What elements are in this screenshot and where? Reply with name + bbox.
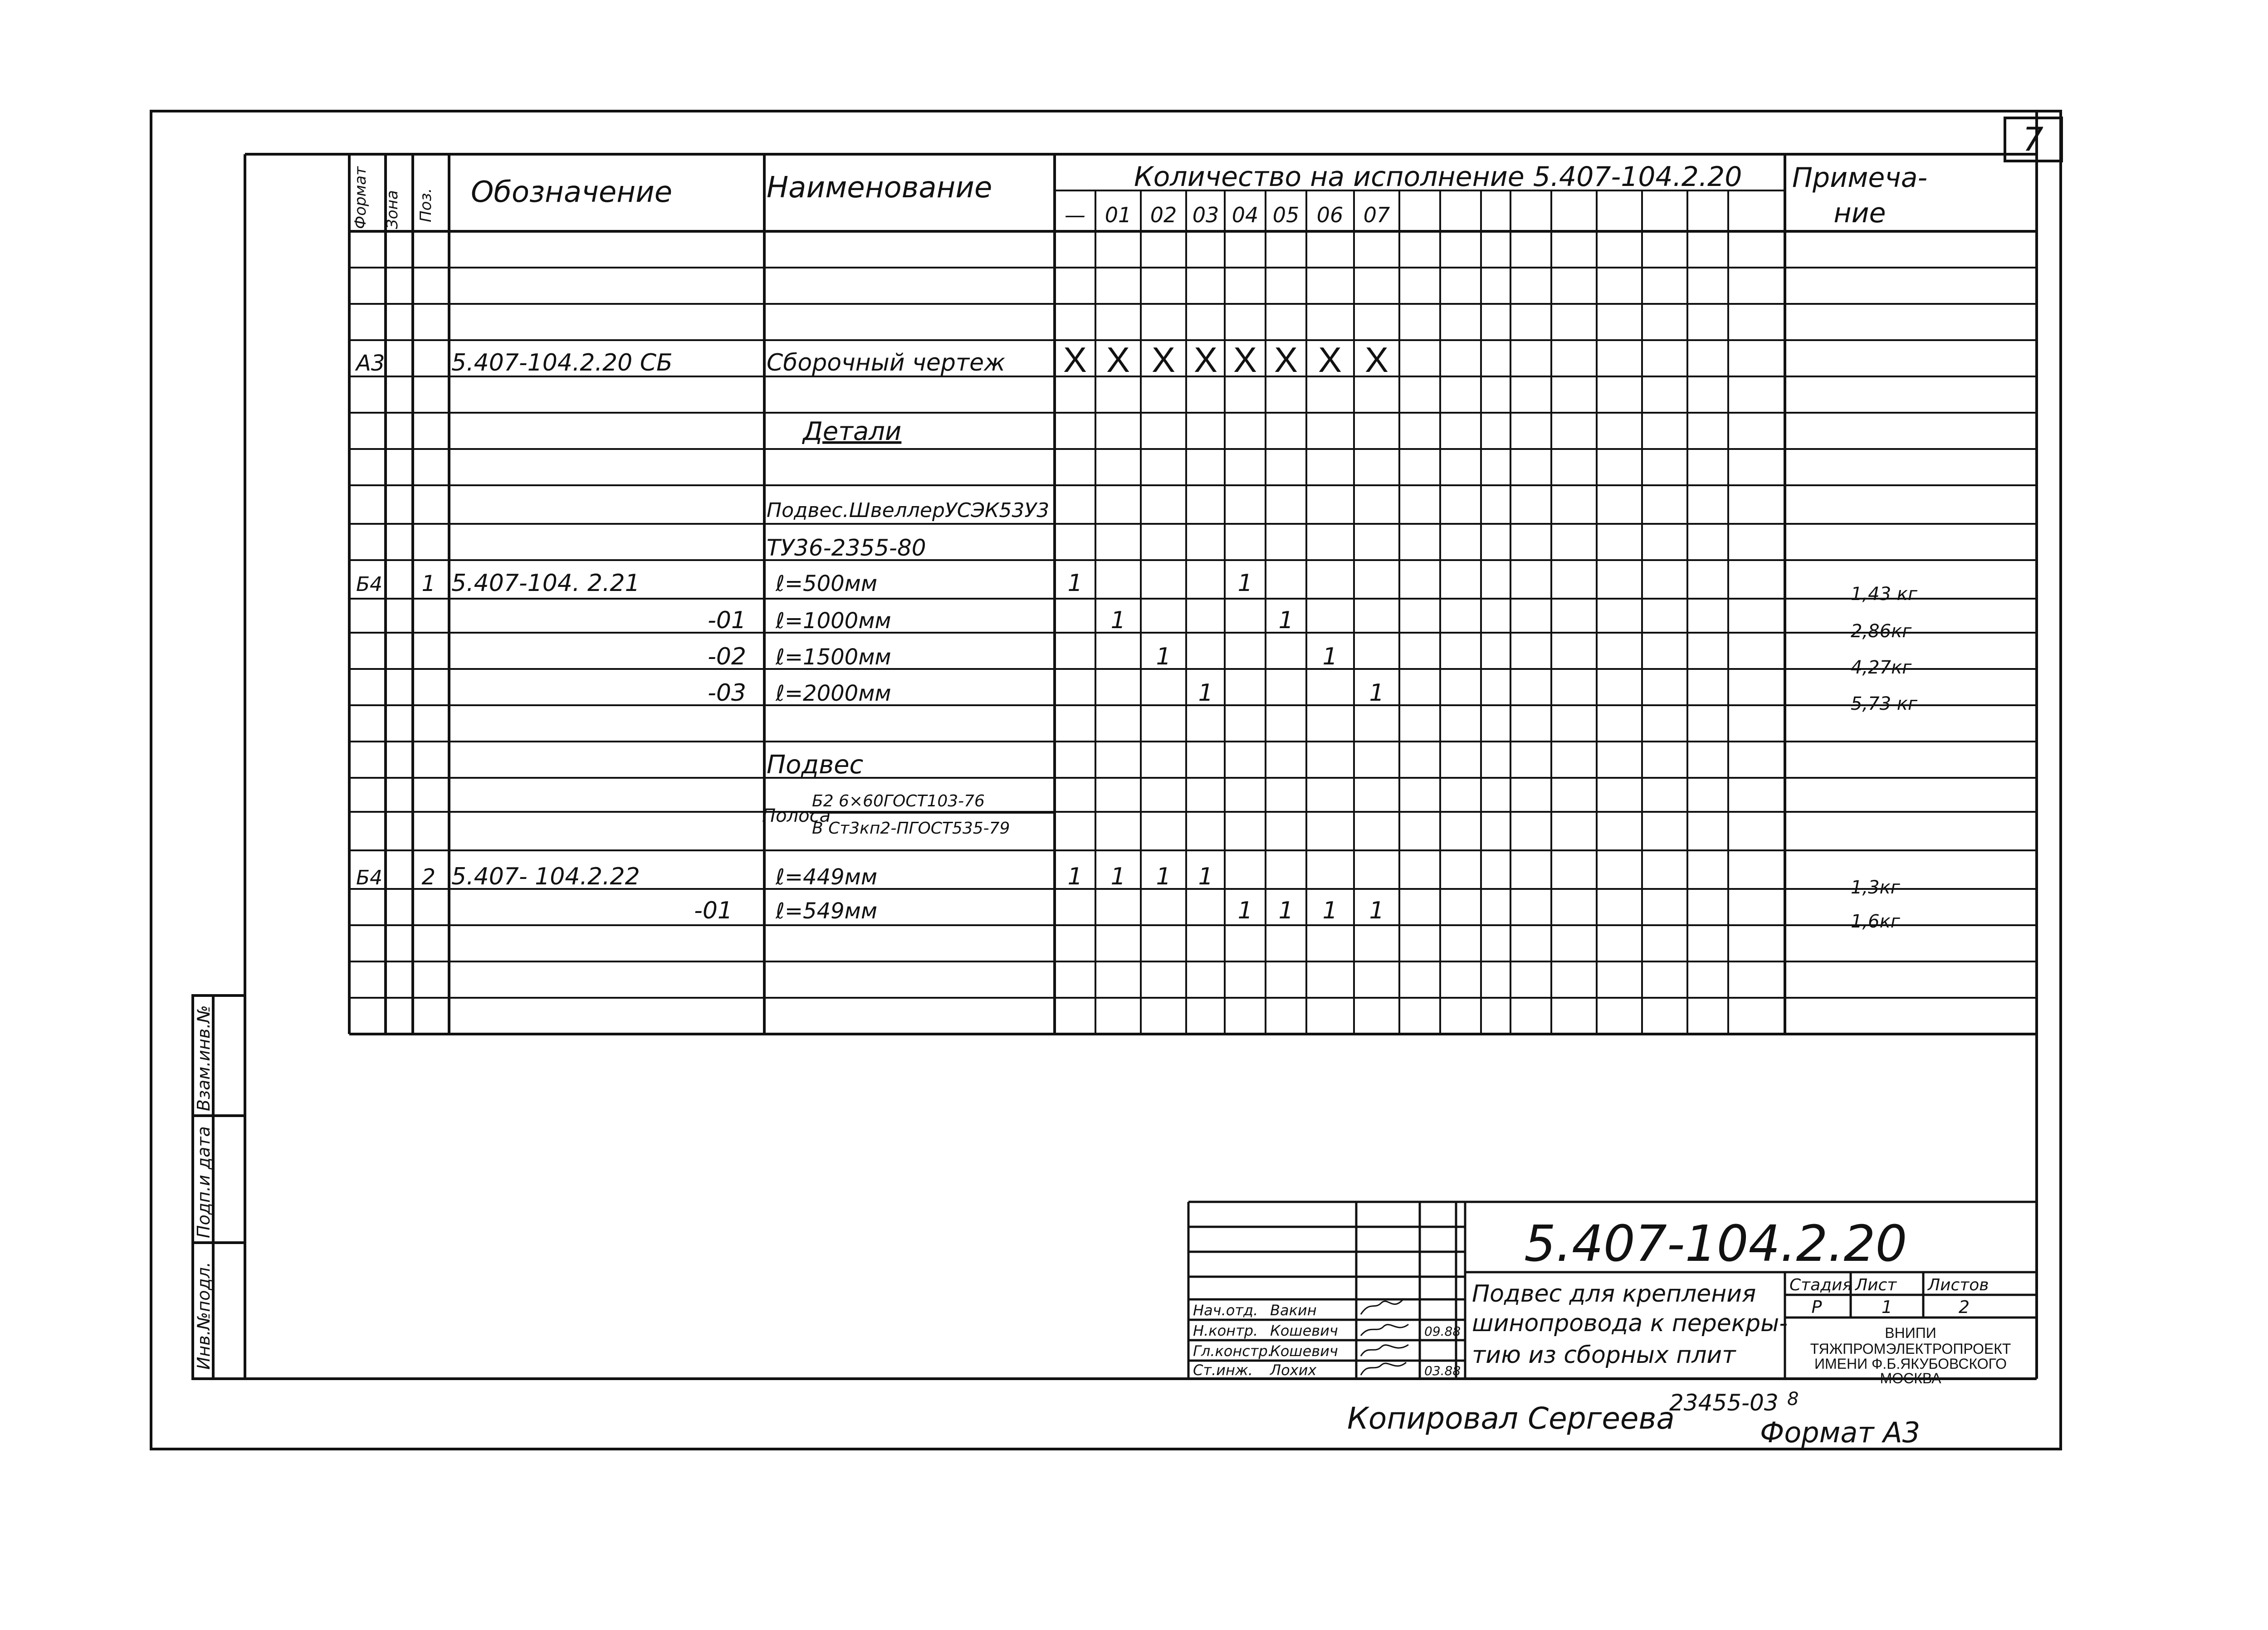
- archive-code: 23455-03: [1669, 1390, 1779, 1416]
- quantity-mark: 1: [1322, 897, 1338, 924]
- item2-01-name: ℓ=549мм: [776, 898, 878, 924]
- item1-pos: 1: [421, 571, 435, 596]
- side-stamp-sign: Подп.и дата: [194, 1126, 214, 1238]
- title-line-2: шинопровода к перекры-: [1472, 1310, 1788, 1337]
- quantity-mark: 1: [1198, 863, 1213, 890]
- assembly-mark: X: [1318, 340, 1342, 380]
- signature-2: [1361, 1324, 1408, 1336]
- item2-designation: 5.407- 104.2.22: [451, 863, 640, 890]
- stage-value: Р: [1811, 1297, 1822, 1317]
- group1-name-1: Подвес.ШвеллерУСЭК53У3: [767, 499, 1050, 522]
- parts-heading: Детали: [803, 417, 902, 446]
- quantity-mark: 1: [1322, 643, 1338, 670]
- exec-column-header: 07: [1363, 203, 1390, 227]
- header-zone: Зона: [383, 190, 401, 229]
- org-line-2: ТЯЖПРОМЭЛЕКТРОПРОЕКТ: [1810, 1341, 2011, 1357]
- signer-role-4: Ст.инж.: [1193, 1362, 1253, 1379]
- quantity-mark: 1: [1278, 897, 1294, 924]
- item2-format: Б4: [356, 866, 383, 889]
- item1-name: ℓ=500мм: [776, 571, 878, 596]
- signature-1: [1361, 1298, 1404, 1314]
- quantity-mark: 1: [1198, 679, 1213, 707]
- header-note: Примеча-: [1792, 162, 1928, 194]
- copied-by: Копировал Сергеева: [1347, 1401, 1675, 1436]
- signature-4: [1361, 1362, 1406, 1375]
- org-line-1: ВНИПИ: [1885, 1325, 1936, 1341]
- exec-column-header: 01: [1105, 203, 1132, 227]
- signer-name-4: Лохих: [1270, 1362, 1317, 1379]
- title-line-1: Подвес для крепления: [1472, 1280, 1756, 1308]
- spec-text: [352, 161, 1927, 932]
- quantity-mark: 1: [1237, 570, 1253, 597]
- header-quantity: Количество на исполнение 5.407-104.2.20: [1134, 161, 1742, 193]
- row-assembly-format: А3: [356, 351, 385, 376]
- title-line-3: тию из сборных плит: [1472, 1342, 1736, 1369]
- side-stamp-inv: Инв.№подл.: [194, 1261, 214, 1370]
- exec-column-header: 02: [1150, 203, 1177, 227]
- item1-01-note: 2,86кг: [1851, 621, 1912, 642]
- item1-note: 1,43 кг: [1851, 584, 1917, 605]
- header-format: Формат: [352, 166, 370, 229]
- item1-format: Б4: [356, 573, 383, 596]
- exec-column-header: 06: [1316, 203, 1344, 227]
- item1-02-name: ℓ=1500мм: [776, 644, 891, 670]
- item2-note: 1,3кг: [1851, 877, 1900, 898]
- row-assembly-name: Сборочный чертеж: [767, 349, 1005, 376]
- header-pos: Поз.: [417, 188, 435, 222]
- item1-01-name: ℓ=1000мм: [776, 608, 891, 634]
- item2-pos: 2: [421, 864, 435, 890]
- side-stamp-replaced: Взам.инв.№: [194, 1005, 214, 1111]
- quantity-mark: 1: [1156, 643, 1171, 670]
- assembly-mark: X: [1151, 340, 1176, 380]
- doc-number: 5.407-104.2.20: [1524, 1215, 1907, 1273]
- group2-bottom: В Ст3кп2-ПГОСТ535-79: [812, 819, 1010, 838]
- item2-01-designation: -01: [694, 897, 733, 924]
- group2-top: Б2 6×60ГОСТ103-76: [812, 792, 985, 810]
- row-assembly-designation: 5.407-104.2.20 СБ: [451, 349, 673, 376]
- assembly-mark: X: [1063, 340, 1087, 380]
- exec-column-header: 05: [1272, 203, 1300, 227]
- exec-column-header: —: [1065, 203, 1085, 227]
- signer-name-1: Вакин: [1270, 1302, 1317, 1319]
- sheet-number: 7: [2023, 120, 2043, 158]
- quantity-mark: 1: [1369, 679, 1384, 707]
- signer-role-1: Нач.отд.: [1193, 1302, 1258, 1319]
- item1-designation: 5.407-104. 2.21: [451, 570, 640, 597]
- sheets-label: Листов: [1928, 1276, 1989, 1294]
- assembly-mark: X: [1193, 340, 1218, 380]
- group1-name-2: ТУ36-2355-80: [767, 535, 926, 561]
- signer-role-3: Гл.констр.: [1193, 1342, 1272, 1360]
- org-line-4: МОСКВА: [1880, 1370, 1941, 1386]
- header-name: Наименование: [767, 171, 992, 205]
- side-stamp-labels: [194, 1005, 214, 1370]
- signer-date-4: 03.88: [1424, 1363, 1461, 1378]
- paper-format: Формат А3: [1760, 1416, 1921, 1449]
- item1-03-designation: -03: [708, 679, 746, 707]
- assembly-mark: X: [1233, 340, 1257, 380]
- assembly-mark: X: [1106, 340, 1130, 380]
- signer-name-3: Кошевич: [1270, 1342, 1338, 1360]
- group2-name-1: Подвес: [767, 750, 864, 780]
- signature-3: [1361, 1345, 1408, 1356]
- signer-role-2: Н.контр.: [1193, 1322, 1258, 1339]
- group2-prefix: Полоса: [762, 805, 831, 826]
- footer: [1347, 1389, 1920, 1449]
- item2-01-note: 1,6кг: [1851, 911, 1900, 932]
- quantity-mark: 1: [1110, 607, 1126, 634]
- signer-date-2: 09.88: [1424, 1324, 1461, 1339]
- sheet-value: 1: [1881, 1297, 1893, 1317]
- quantity-marks: [1063, 203, 1390, 924]
- quantity-mark: 1: [1156, 863, 1171, 890]
- item1-01-designation: -01: [708, 607, 746, 634]
- archive-code-suffix: 8: [1787, 1389, 1799, 1410]
- header-note-2: ние: [1833, 197, 1886, 229]
- quantity-mark: 1: [1067, 863, 1083, 890]
- item1-03-name: ℓ=2000мм: [776, 681, 891, 706]
- assembly-mark: X: [1274, 340, 1298, 380]
- org-name: [1810, 1325, 2011, 1386]
- org-line-3: ИМЕНИ Ф.Б.ЯКУБОВСКОГО: [1814, 1356, 2007, 1372]
- assembly-mark: X: [1364, 340, 1389, 380]
- title-block: [1188, 1202, 2037, 1386]
- signer-name-2: Кошевич: [1270, 1322, 1338, 1339]
- header-designation: Обозначение: [471, 176, 673, 209]
- item1-02-note: 4,27кг: [1851, 657, 1912, 678]
- sheets-value: 2: [1958, 1297, 1970, 1317]
- stage-label: Стадия: [1789, 1276, 1853, 1294]
- quantity-mark: 1: [1237, 897, 1253, 924]
- quantity-mark: 1: [1067, 570, 1083, 597]
- item1-02-designation: -02: [708, 643, 746, 670]
- exec-column-header: 04: [1232, 203, 1259, 227]
- item1-03-note: 5,73 кг: [1851, 693, 1917, 714]
- exec-column-header: 03: [1192, 203, 1219, 227]
- quantity-mark: 1: [1110, 863, 1126, 890]
- item2-name: ℓ=449мм: [776, 864, 878, 890]
- specification-table: [245, 154, 2037, 1034]
- quantity-mark: 1: [1369, 897, 1384, 924]
- sheet-label: Лист: [1855, 1276, 1897, 1294]
- quantity-mark: 1: [1278, 607, 1294, 634]
